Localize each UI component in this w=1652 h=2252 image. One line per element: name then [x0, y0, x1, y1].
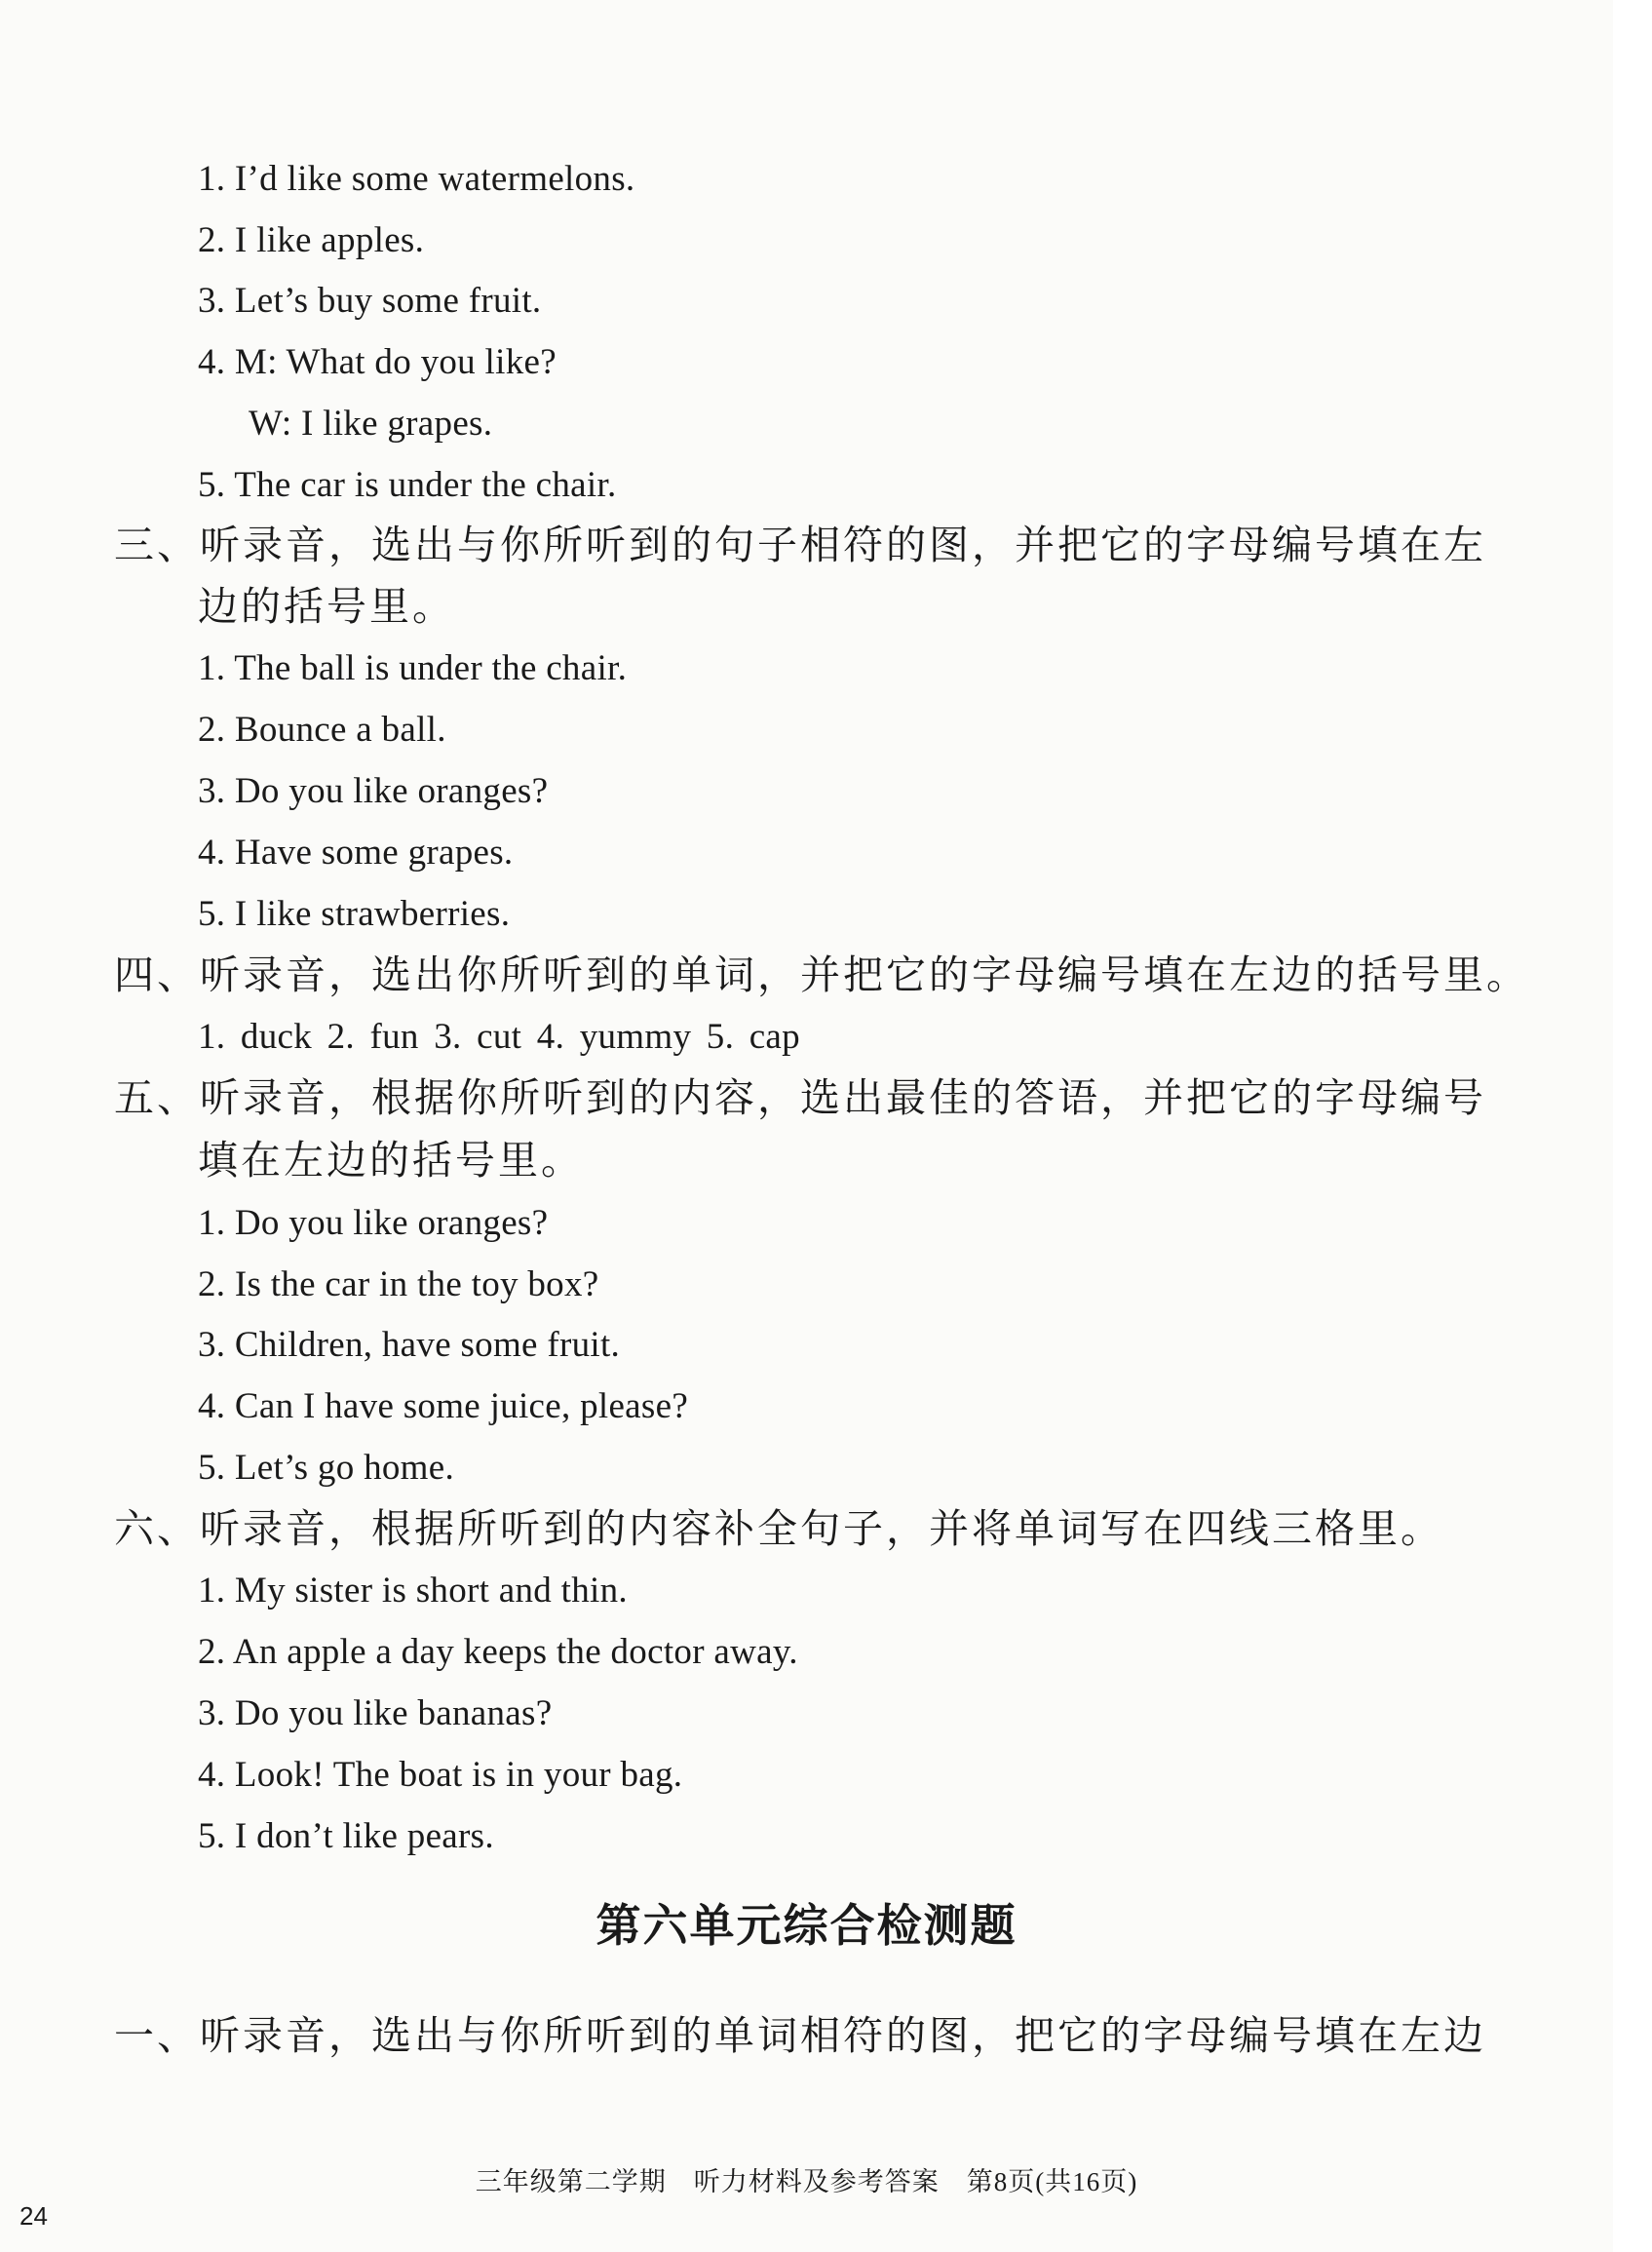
section3-item-4: 4. Have some grapes.	[198, 833, 514, 873]
section6-item-1: 1. My sister is short and thin.	[198, 1571, 628, 1611]
section6-item-3: 3. Do you like bananas?	[198, 1693, 553, 1733]
section2-item-2: 2. I like apples.	[198, 220, 425, 260]
section4-words: 1. duck 2. fun 3. cut 4. yummy 5. cap	[198, 1017, 800, 1057]
section3-item-5: 5. I like strawberries.	[198, 894, 511, 934]
section2-item-4: 4. M: What do you like?	[198, 342, 557, 382]
unit-title: 第六单元综合检测题	[595, 1901, 1018, 1951]
page-number: 24	[19, 2201, 48, 2231]
section6-item-4: 4. Look! The boat is in your bag.	[198, 1755, 683, 1795]
section5-item-3: 3. Children, have some fruit.	[198, 1325, 621, 1365]
section6-item-2: 2. An apple a day keeps the doctor away.	[198, 1632, 798, 1672]
section3-item-1: 1. The ball is under the chair.	[198, 648, 628, 688]
section5-item-1: 1. Do you like oranges?	[198, 1203, 549, 1243]
section4-heading: 四、听录音，选出你所听到的单词，并把它的字母编号填在左边的括号里。	[114, 952, 1529, 997]
section2-item-5: 5. The car is under the chair.	[198, 465, 617, 505]
section5-item-5: 5. Let’s go home.	[198, 1448, 455, 1488]
section5-item-4: 4. Can I have some juice, please?	[198, 1386, 689, 1426]
section6-item-5: 5. I don’t like pears.	[198, 1816, 494, 1856]
page-footer: 三年级第二学期 听力材料及参考答案 第8页(共16页)	[475, 2167, 1138, 2196]
section3-item-3: 3. Do you like oranges?	[198, 771, 549, 811]
section3-heading: 三、听录音，选出与你所听到的句子相符的图，并把它的字母编号填在左	[114, 523, 1486, 567]
section5-heading-continued: 填在左边的括号里。	[198, 1138, 584, 1183]
section2-item-1: 1. I’d like some watermelons.	[198, 159, 635, 199]
section3-heading-continued: 边的括号里。	[198, 584, 455, 629]
section5-heading: 五、听录音，根据你所听到的内容，选出最佳的答语，并把它的字母编号	[114, 1075, 1486, 1120]
unit-section1-heading: 一、听录音，选出与你所听到的单词相符的图，把它的字母编号填在左边	[114, 2013, 1486, 2058]
section2-item-3: 3. Let’s buy some fruit.	[198, 281, 542, 321]
section6-heading: 六、听录音，根据所听到的内容补全句子，并将单词写在四线三格里。	[114, 1506, 1443, 1551]
section2-item-4-reply: W: I like grapes.	[249, 404, 493, 444]
section5-item-2: 2. Is the car in the toy box?	[198, 1264, 599, 1304]
section3-item-2: 2. Bounce a ball.	[198, 710, 446, 750]
